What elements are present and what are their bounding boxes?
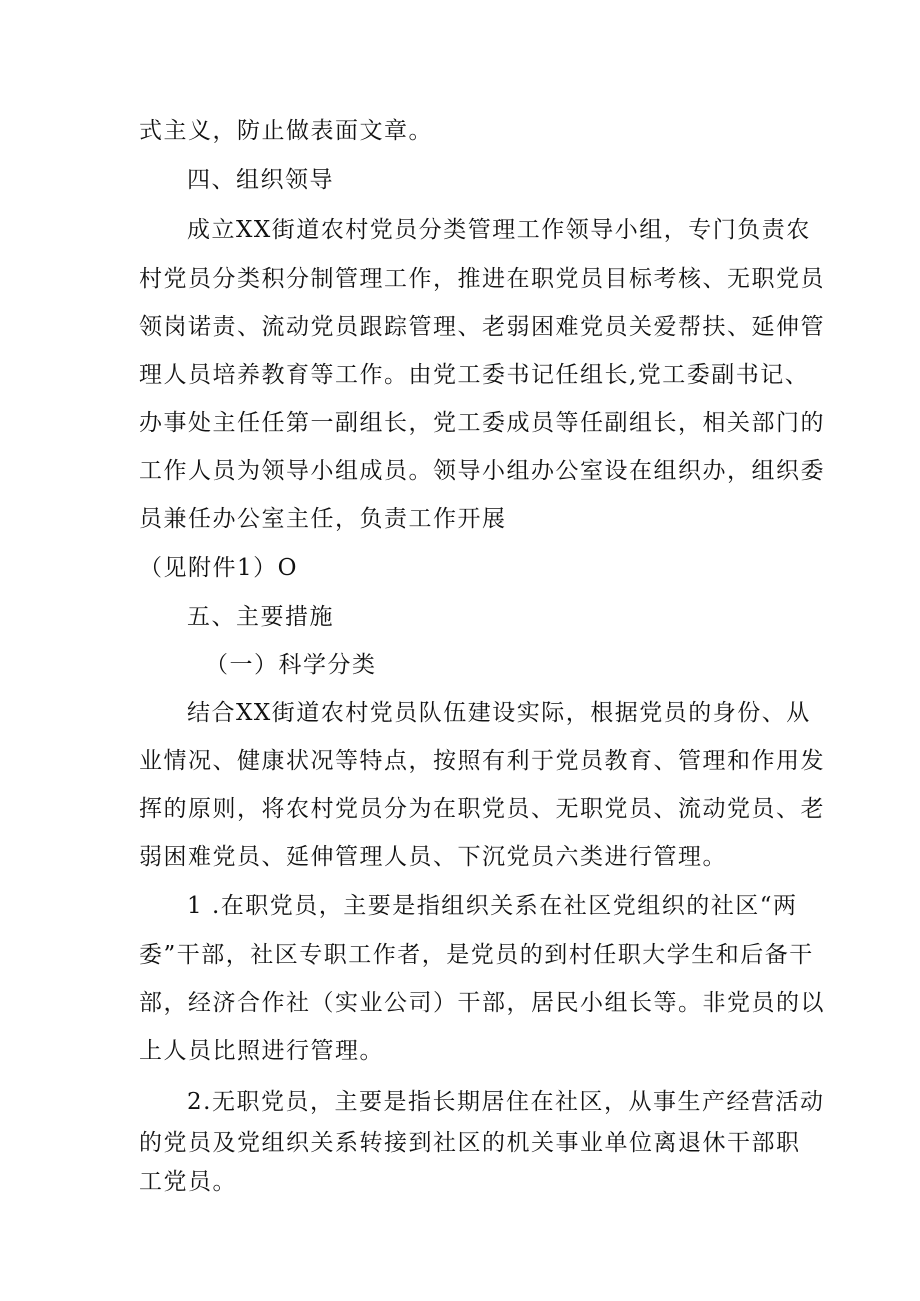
text-line: 2.无职党员，主要是指长期居住在社区，从事生产经营活动	[187, 1089, 825, 1115]
text-line: 1 .在职党员，主要是指组织关系在社区党组织的社区“两	[187, 893, 798, 919]
section-heading: 四、组织领导	[187, 167, 334, 193]
text-line: 理人员培养教育等工作。由党工委书记任组长,党工委副书记、	[139, 362, 810, 388]
section-heading: 五、主要措施	[187, 604, 334, 630]
text-line: 式主义，防止做表面文章。	[139, 118, 433, 144]
text-line: 弱困难党员、延伸管理人员、下沉党员六类进行管理。	[139, 844, 727, 870]
text-line: 领岗诺责、流动党员跟踪管理、老弱困难党员关爱帮扶、延伸管	[139, 314, 825, 340]
text-line: 工作人员为领导小组成员。领导小组办公室设在组织办，组织委	[139, 458, 825, 484]
subsection-heading: （一）科学分类	[205, 652, 377, 678]
text-line: 委”干部，社区专职工作者，是党员的到村任职大学生和后备干	[139, 942, 814, 968]
text-line: 员兼任办公室主任，负责工作开展	[139, 506, 507, 532]
text-line: 工党员。	[139, 1169, 237, 1195]
text-line: 结合XX街道农村党员队伍建设实际，根据党员的身份、从	[187, 700, 811, 726]
text-line: 业情况、健康状况等特点，按照有利于党员教育、管理和作用发	[139, 748, 825, 774]
text-line: 办事处主任任第一副组长，党工委成员等任副组长，相关部门的	[139, 410, 825, 436]
text-line: 村党员分类积分制管理工作，推进在职党员目标考核、无职党员	[139, 266, 825, 292]
text-line: （见附件1）O	[139, 555, 298, 581]
text-line: 上人员比照进行管理。	[139, 1038, 384, 1064]
text-line: 挥的原则，将农村党员分为在职党员、无职党员、流动党员、老	[139, 796, 825, 822]
text-line: 部，经济合作社（实业公司）干部，居民小组长等。非党员的以	[139, 990, 825, 1016]
text-line: 的党员及党组织关系转接到社区的机关事业单位离退休干部职	[139, 1130, 801, 1156]
text-line: 成立XX街道农村党员分类管理工作领导小组，专门负责农	[187, 217, 811, 243]
